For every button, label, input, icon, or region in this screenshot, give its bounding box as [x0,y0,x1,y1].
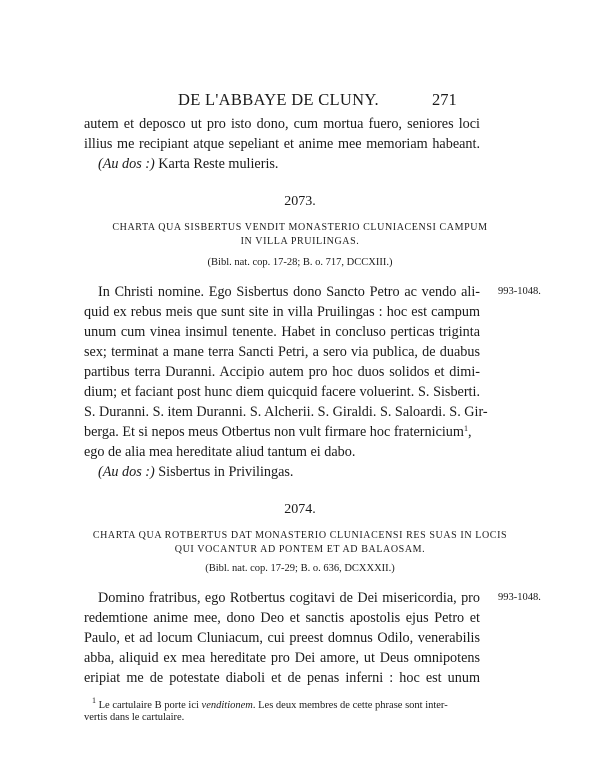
body-text-line: autem et deposco ut pro isto dono, cum mortua fuero, seniores loci [84,116,480,132]
source-reference: (Bibl. nat. cop. 17-29; B. o. 636, DCXXXII.) [205,563,395,574]
body-text-line: quid ex rebus meis que sunt site in villa Pruilingas : hoc est campum [84,304,480,320]
footnote-marker: 1 [463,424,468,433]
body-text: , [467,424,472,440]
body-text-line: illius me recipiant atque sepeliant et anime mee memoriam habeant. [84,136,480,152]
body-text-line [84,424,480,441]
body-text-line: Domino fratribus, ego Rotbertus cogitavi de Dei misericordia, pro [98,590,480,606]
body-text-line: ego de alia mea hereditate aliud tantum ei dabo. [84,444,356,460]
dorsal-label: (Au dos :) [98,464,155,480]
body-text-line: S. Duranni. S. item Duranni. S. Alcherii. S. Giraldi. S. Saloardi. S. Gir- [84,404,488,420]
margin-date: 993-1048. [498,286,541,297]
body-text-line: unum cum vinea insimul tenente. Habet in concluso perticas triginta [84,324,480,340]
footnote-text: Le cartulaire B porte ici [96,700,202,711]
margin-date: 993-1048. [498,592,541,603]
body-text-line: dium; et faciant post hunc diem quicquid facere voluerint. S. Sisberti. [84,384,480,400]
charter-title-line: CHARTA QUA SISBERTUS VENDIT MONASTERIO CLUNIACENSI CAMPUM [112,222,488,233]
footnote-line: vertis dans le cartulaire. [84,712,185,723]
dorsal-text: Sisbertus in Privilingas. [154,464,294,480]
body-text-line: Paulo, et ad locum Cluniacum, cui preest domnus Odilo, venerabilis [84,630,480,646]
charter-number: 2073. [284,194,316,209]
charter-title-line: IN VILLA PRUILINGAS. [240,236,360,247]
body-text-line: sex; terminat a mane terra Sancti Petri, a sero via publica, de duabus [84,344,480,360]
footnote-italic: venditionem [201,700,253,711]
source-reference: (Bibl. nat. cop. 17-28; B. o. 717, DCCXIII.) [207,257,393,268]
footnote-text: . Les deux membres de cette phrase sont inter- [252,700,448,711]
charter-title-line: QUI VOCANTUR AD PONTEM ET AD BALAOSAM. [174,544,426,555]
charter-title-line: CHARTA QUA ROTBERTUS DAT MONASTERIO CLUNIACENSI RES SUAS IN LOCIS [92,530,508,541]
footnote-marker: 1 [92,696,96,705]
body-text-line: eripiat me de potestate diaboli et de penas inferni : hoc est unum [84,670,480,686]
body-text: berga. Et si nepos meus Otbertus non vult firmare hoc fraternicium [84,424,464,440]
body-text-line: partibus terra Duranni. Accipio autem pro hoc duos solidos et dimi- [84,364,480,380]
body-text-line: In Christi nomine. Ego Sisbertus dono Sancto Petro ac vendo ali- [98,284,480,300]
page-number: 271 [432,90,457,109]
dorsal-note [98,464,494,481]
body-text-line: abba, aliquid ex mea hereditate pro Dei amore, ut Deus omnipotens [84,650,480,666]
footnote-line [92,696,480,711]
charter-number: 2074. [284,502,316,517]
body-text-line: redemtione anime mee, dono Deo et sanctis apostolis ejus Petro et [84,610,480,626]
dorsal-text: Karta Reste mulieris. [154,156,279,172]
running-header-title: DE L'ABBAYE DE CLUNY. [178,90,379,109]
dorsal-label: (Au dos :) [98,156,155,172]
dorsal-note [98,156,494,173]
